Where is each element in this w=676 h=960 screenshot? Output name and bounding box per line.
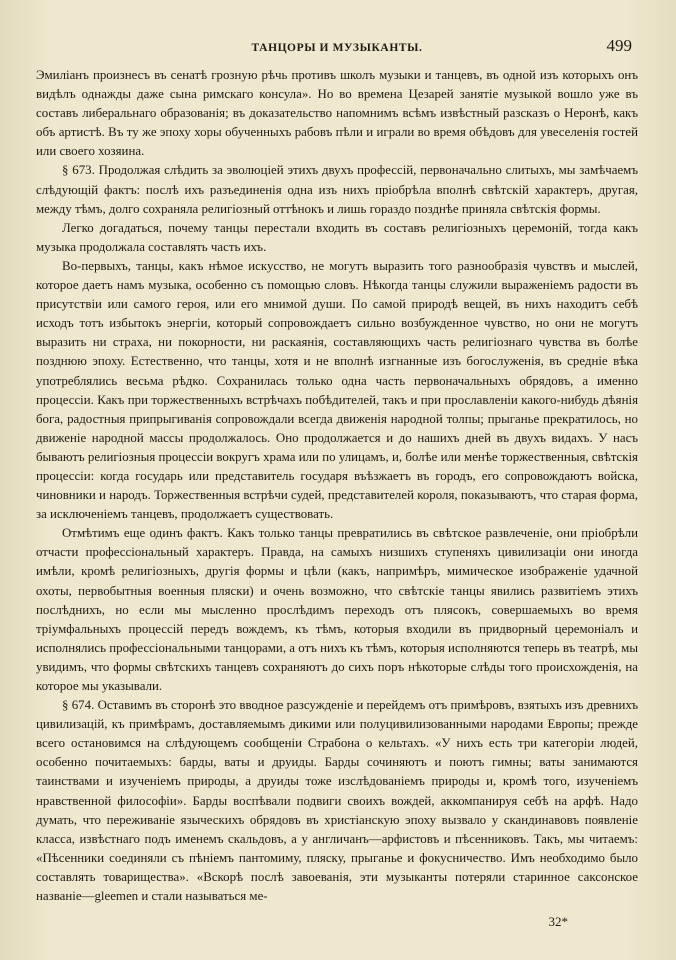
paragraph-section-673: § 673. Продолжая слѣдить за эволюціей этихъ двухъ профессій, первоначально слитыхъ, мы замѣчаемъ слѣдующій фактъ: послѣ ихъ разъединенія одна изъ нихъ пріобрѣла вполнѣ свѣтскій характеръ, другая, между тѣмъ, долго сохраняла религіозный оттѣнокъ и лишь гораздо позднѣе приняла свѣтскія формы. — [36, 163, 638, 216]
body-text — [36, 66, 638, 906]
paragraph-dances-ceremonies: Легко догадаться, почему танцы перестали входить въ составъ религіозныхъ церемоній, тогда какъ музыка продолжала составлять часть ихъ. — [36, 220, 638, 254]
paragraph-another-fact: Отмѣтимъ еще одинъ фактъ. Какъ только танцы превратились въ свѣтское развлеченіе, они пріобрѣли отчасти профессіональный характеръ. Правда, на самыхъ низшихъ ступеняхъ цивилизаціи они иногда имѣли, кромѣ религіозныхъ, другія формы и цѣли (какъ, напримѣръ, мимическое изображеніе удачной охоты, первобытныя военныя пляски) и очень возможно, что свѣтскіе танцы явились развитіемъ этихъ послѣднихъ, но если мы мысленно прослѣдимъ переходъ отъ плясокъ, совершаемыхъ во время тріумфальныхъ процессій передъ вождемъ, къ тѣмъ, которыя входили въ придворный церемоніалъ и исполнялись профессіональными танцорами, а отъ нихъ къ тѣмъ, которыя исполняются теперь въ театрѣ, мы увидимъ, что формы свѣтскихъ танцевъ сохраняютъ до сихъ поръ нѣкоторые слѣды того происхожденія, на которое мы указывали. — [36, 526, 638, 693]
signature-mark: 32* — [548, 914, 568, 929]
paragraph-section-674: § 674. Оставимъ въ сторонѣ это вводное разсужденіе и перейдемъ отъ примѣровъ, взятыхъ изъ древнихъ цивилизацій, къ примѣрамъ, доставляемымъ дикими или полуцивилизованными народами Европы; прежде всего остановимся на слѣдующемъ сообщеніи Страбона о кельтахъ. «У нихъ есть три категоріи людей, особенно почитаемыхъ: барды, ваты и друиды. Барды сочиняютъ и поютъ гимны; ваты занимаются таинствами и изученіемъ природы, а друиды тоже изслѣдованіемъ природы и, кромѣ того, изученіемъ нравственной философіи». Барды воспѣвали подвиги своихъ вождей, аккомпанируя себѣ на арфѣ. Надо думать, что переживаніе языческихъ обрядовъ въ христіанскую эпоху вызвало у скандинавовъ появленіе класса, извѣстнаго подъ именемъ скальдовъ, а у англичанъ—арфистовъ и пѣсенниковъ. Такъ, мы читаемъ: «Пѣсенники соединяли съ пѣніемъ пантомиму, пляску, прыганье и фокусничество. Имъ необходимо было составлять товарищества». «Вскорѣ послѣ завоеванія, эти музыканты потеряли старинное саксонское названіе—gleemen и стали называться ме- — [36, 698, 638, 904]
paragraph-continuation: Эмиліанъ произнесъ въ сенатѣ грозную рѣчь противъ школъ музыки и танцевъ, въ одной изъ которыхъ онъ видѣлъ однажды даже сына римскаго консула». Но во времена Цезарей занятіе музыкой вошло уже въ составъ либеральнаго образованія; въ доказательство напомнимъ всѣмъ извѣстный разсказъ о Неронѣ, какъ объ артистѣ. Въ ту же эпоху хоры обученныхъ рабовъ пѣли и играли во время обѣдовъ для увеселенія гостей или своего хозяина. — [36, 68, 638, 159]
page-number: 499 — [606, 36, 632, 55]
running-title: ТАНЦОРЫ И МУЗЫКАНТЫ. — [251, 42, 423, 54]
page-header — [36, 36, 638, 66]
paragraph-firstly: Во-первыхъ, танцы, какъ нѣмое искусство, не могутъ выразить того разнообразія чувствъ и мыслей, которое даетъ намъ музыка, особенно съ помощью словъ. Нѣкогда танцы служили выраженіемъ радости въ присутствіи или самого героя, или его мнимой души. По самой природѣ вещей, въ нихъ находитъ себѣ исходъ тотъ избытокъ энергіи, который сопровождаетъ сильно возбужденное чувство, но они не могутъ выразить ни страха, ни покорности, ни раскаянія, составляющихъ часть религіознаго чувства въ болѣе позднюю эпоху. Естественно, что танцы, хотя и не вполнѣ изгнанные изъ богослуженія, въ средніе вѣка употреблялись весьма рѣдко. Сохранилась только одна часть первоначальныхъ обрядовъ, а именно процессіи. Какъ при торжественныхъ встрѣчахъ побѣдителей, такъ и при прославленіи какого-нибудь дѣянія бога, радостныя припрыгиванія сопровождали всегда движенія народной толпы; прыганье прекратилось, но движеніе народной массы продолжалось. Оно продолжается и до нашихъ дней въ двухъ видахъ. У насъ бываютъ религіозныя процессіи вокругъ храма или по улицамъ, и, болѣе или менѣе торжественныя, свѣтскія процессіи: когда государь или представитель государя въѣзжаетъ въ городъ, его сопровождаютъ войска, чиновники и народъ. Торжественныя встрѣчи судей, представителей короля, показываютъ, что старая форма, за исключеніемъ танцевъ, продолжаетъ существовать. — [36, 258, 638, 522]
